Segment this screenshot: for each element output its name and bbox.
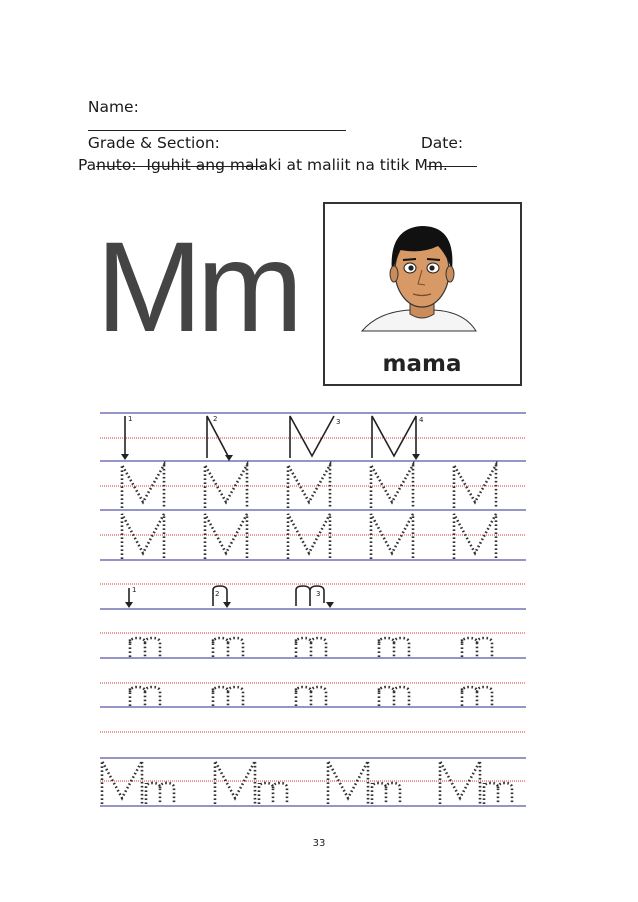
dotted-small-m: [130, 687, 160, 706]
arrow-icon: [125, 602, 133, 608]
arrow-icon: [412, 454, 420, 460]
dotted-small-m-in-pair: [484, 783, 512, 804]
arrow-icon: [223, 602, 231, 608]
name-label: Name:: [87, 98, 139, 116]
stroke-number: 3: [316, 590, 321, 598]
dotted-small-m: [379, 638, 409, 657]
dotted-small-m: [379, 687, 409, 706]
picture-word: mama: [382, 351, 462, 377]
picture-card: [324, 203, 521, 385]
dotted-big-m: [371, 514, 413, 559]
dotted-big-m: [205, 514, 247, 559]
stroke-number: 1: [128, 415, 133, 423]
page-number: 33: [312, 838, 326, 849]
dotted-small-m: [296, 638, 326, 657]
arrow-icon: [225, 455, 233, 461]
instruction-text: Panuto: Iguhit ang malaki at maliit na titik Mm.: [78, 156, 448, 174]
dotted-big-m-in-pair: [328, 761, 368, 804]
arrow-icon: [326, 602, 334, 608]
dotted-big-m-in-pair: [102, 761, 142, 804]
stroke-step-4: [372, 416, 416, 458]
dotted-small-m: [462, 687, 492, 706]
stroke-number: 1: [132, 586, 137, 594]
stroke-number: 2: [215, 590, 220, 598]
arrow-icon: [121, 454, 129, 460]
stroke-number: 4: [419, 416, 424, 424]
dotted-small-m-in-pair: [372, 783, 400, 804]
dotted-big-m: [288, 514, 330, 559]
stroke-step-2: [207, 416, 228, 458]
tracing-letters: [102, 465, 512, 804]
dotted-big-m-in-pair: [215, 761, 255, 804]
stroke-number: 2: [213, 415, 218, 423]
stroke-step-3: [290, 416, 334, 458]
date-label: Date:: [420, 134, 464, 152]
dotted-small-m: [213, 687, 243, 706]
writing-lines: [100, 413, 526, 806]
dotted-small-m: [296, 687, 326, 706]
dotted-big-m: [122, 514, 164, 559]
dotted-small-m: [130, 638, 160, 657]
dotted-small-m-in-pair: [259, 783, 287, 804]
dotted-big-m-in-pair: [440, 761, 480, 804]
dotted-big-m: [454, 514, 496, 559]
stroke-number: 3: [336, 418, 341, 426]
grade-section-label: Grade & Section:: [87, 134, 220, 152]
dotted-small-m: [213, 638, 243, 657]
big-letters: Mm: [96, 216, 298, 359]
dotted-small-m: [462, 638, 492, 657]
stroke-guides: [121, 415, 424, 608]
dotted-small-m-in-pair: [146, 783, 174, 804]
worksheet: [92, 198, 532, 810]
